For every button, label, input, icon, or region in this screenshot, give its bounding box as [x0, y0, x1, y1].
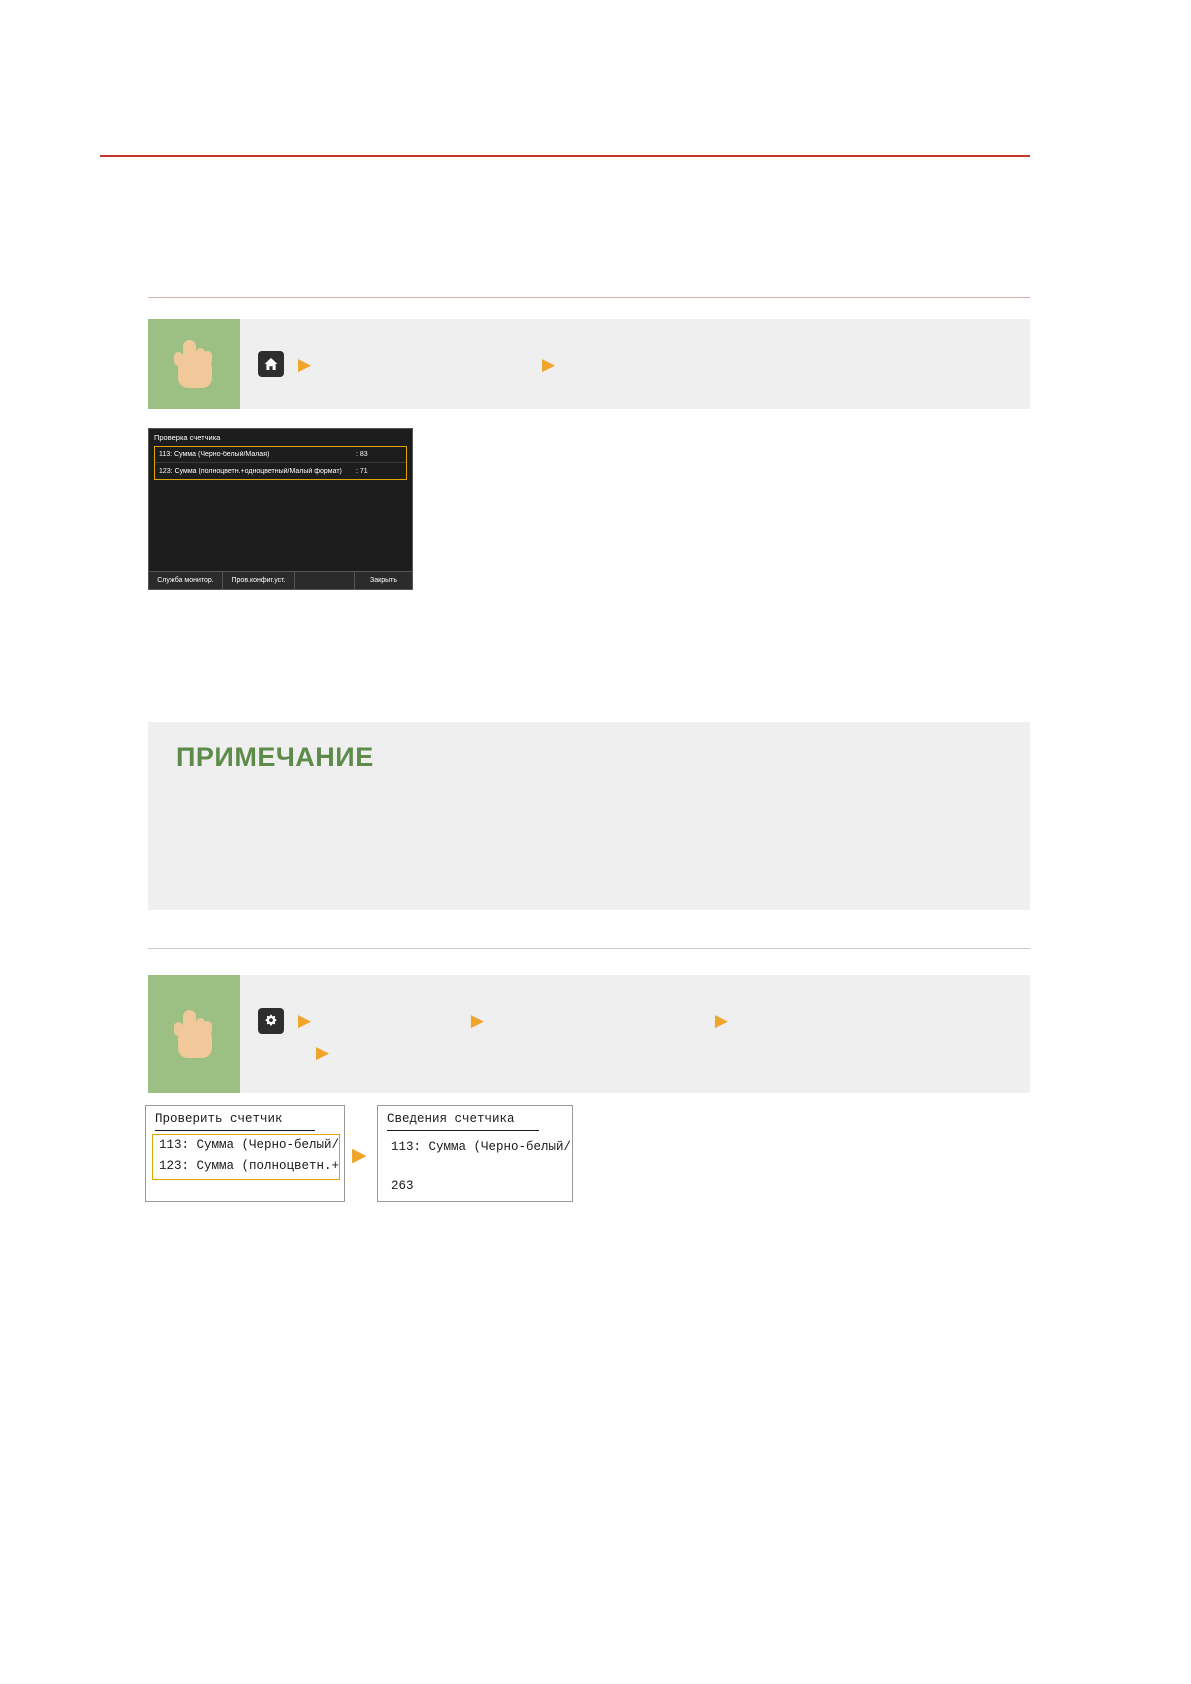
flow-arrow-icon: ▶	[352, 1145, 367, 1166]
lcd-mono-title: Сведения счетчика	[387, 1112, 515, 1126]
lcd-mono-title: Проверить счетчик	[155, 1112, 283, 1126]
close-button[interactable]: Закрыть	[370, 577, 397, 584]
step-arrow-2: ▶	[542, 354, 556, 374]
list-item[interactable]: 113: Сумма (Черно-белый/	[159, 1138, 340, 1152]
counter-label: 113: Сумма (Черно-белый/Малая)	[159, 451, 270, 458]
title-underline	[387, 1130, 539, 1131]
hand-pointer-illustration	[148, 975, 240, 1093]
hand-pointer-illustration	[148, 319, 240, 409]
counter-value: 263	[391, 1179, 414, 1193]
lcd-screen-title: Проверка счетчика	[154, 433, 221, 442]
step-touch-panel	[148, 319, 1030, 409]
lcd-check-counter-mono	[145, 1105, 345, 1202]
step-arrow-6: ▶	[316, 1042, 330, 1062]
note-title: ПРИМЕЧАНИЕ	[176, 742, 374, 772]
list-item[interactable]: 123: Сумма (полноцветн.+	[159, 1159, 340, 1173]
step-arrow-1: ▶	[298, 354, 312, 374]
title-underline	[155, 1130, 315, 1131]
table-row[interactable]	[155, 447, 406, 463]
monitoring-service-button[interactable]: Служба монитор.	[149, 572, 223, 589]
step-touch-item-1[interactable]	[569, 356, 702, 373]
page-top-rule	[100, 155, 1030, 157]
step-mono-item-2[interactable]	[742, 1012, 875, 1029]
lcd-check-counter-screen	[148, 428, 413, 590]
lcd-footer-buttons	[149, 571, 412, 589]
lcd-counter-list	[154, 446, 407, 480]
step-arrow-5: ▶	[714, 1011, 728, 1030]
section-divider-2	[148, 948, 1030, 949]
step-arrow-4: ▶	[470, 1011, 484, 1030]
check-config-settings-button[interactable]: Пров.конфиг.уст.	[223, 572, 295, 589]
settings-icon[interactable]	[258, 1008, 284, 1034]
step-mono-item-1[interactable]	[498, 1012, 701, 1029]
section-divider-1	[148, 297, 1030, 298]
step-mono-item-3[interactable]	[343, 1044, 573, 1061]
lcd-counter-details-mono	[377, 1105, 573, 1202]
step-mono-panel	[148, 975, 1030, 1093]
step-arrow-3: ▶	[298, 1011, 312, 1030]
note-block	[148, 722, 1030, 910]
counter-value: : 71	[356, 467, 368, 475]
footer-empty-slot	[295, 572, 355, 589]
counter-label: 113: Сумма (Черно-белый/	[391, 1140, 572, 1154]
counter-value: : 83	[356, 451, 368, 458]
table-row[interactable]	[155, 463, 406, 479]
home-icon[interactable]	[258, 351, 284, 377]
step-mono-item-0[interactable]	[325, 1012, 457, 1029]
counter-label: 123: Сумма (полноцветн.+одноцветный/Малый формат)	[159, 467, 342, 475]
step-touch-item-0[interactable]	[325, 356, 528, 373]
